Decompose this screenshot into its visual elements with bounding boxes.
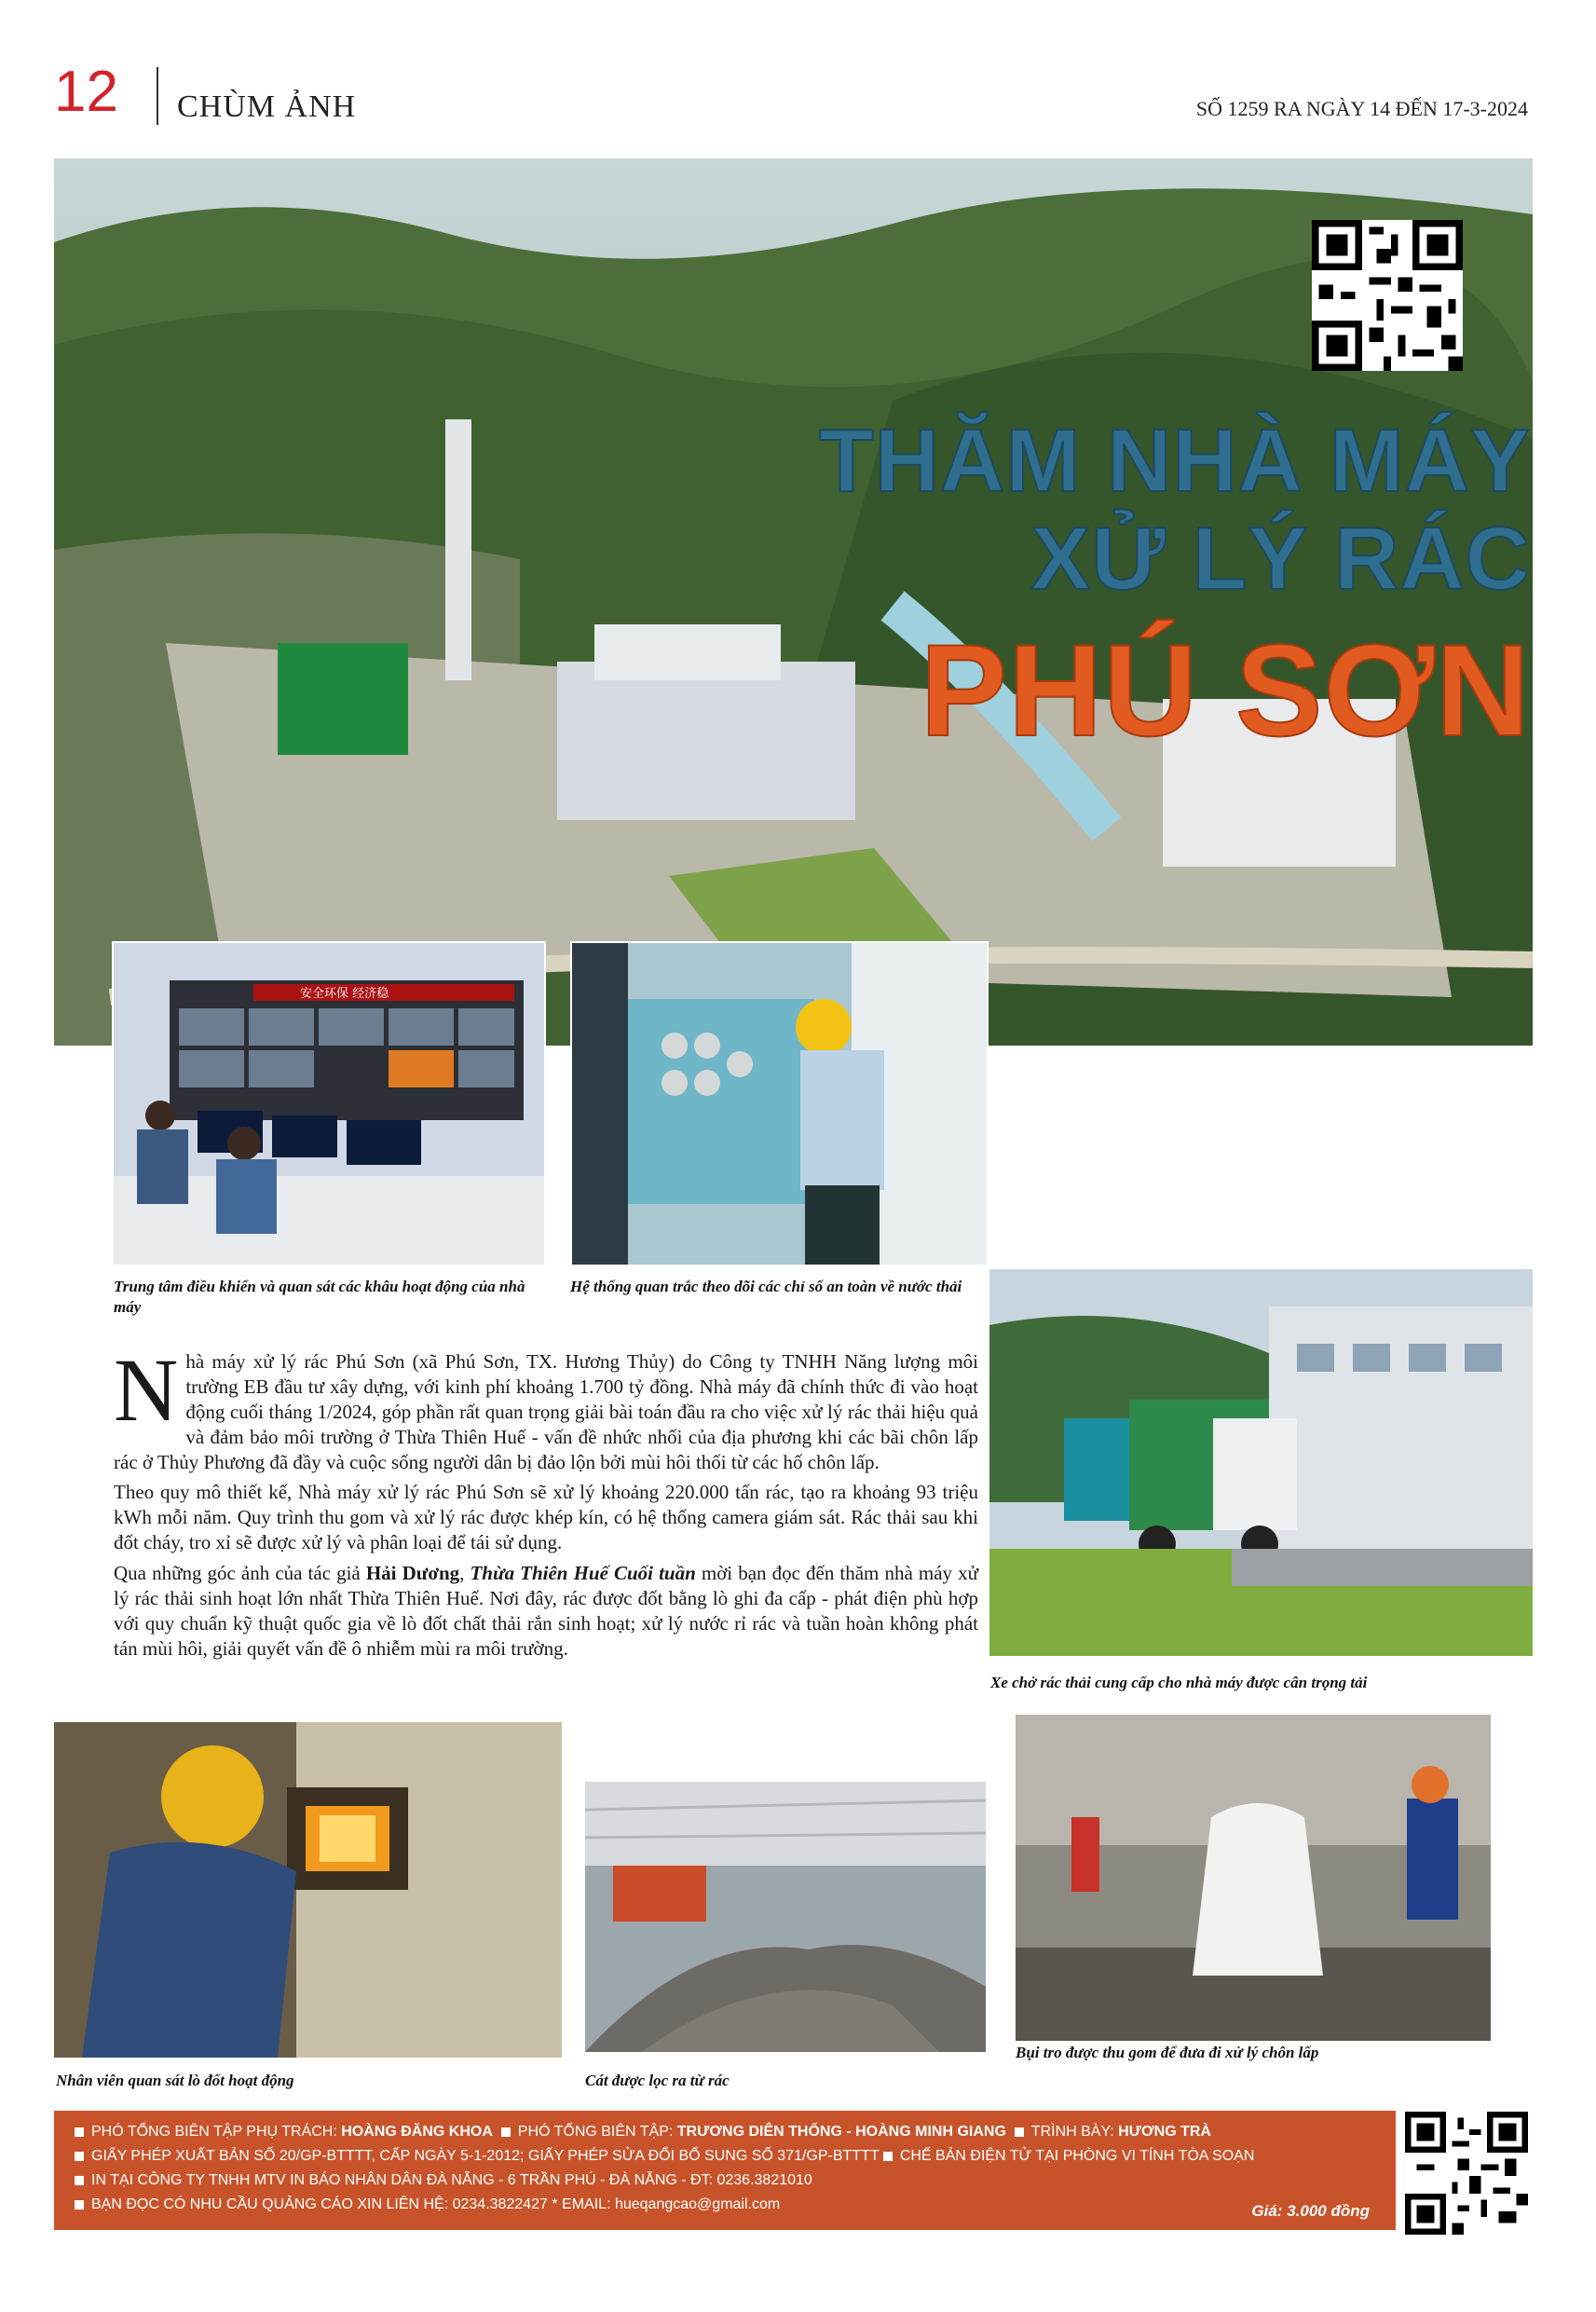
qr-code-bottom — [1405, 2112, 1528, 2235]
p3-intro: Qua những góc ảnh của tác giả — [114, 1562, 366, 1584]
furnace-photo — [54, 1722, 562, 2058]
caption-ash: Bụi tro được thu gom để đưa đi xử lý chôn lấp — [1016, 2044, 1319, 2061]
footer-line-license: GIẤY PHÉP XUẤT BẢN SỐ 20/GP-BTTTT, CẤP NGÀY 5-1-2012; GIẤY PHÉP SỬA ĐỔI BỔ SUNG SỐ 371/GP-BTTTT CHẾ BẢN ĐIỆN TỬ TẠI PHÒNG VI TÍNH TÒA SOẠN — [75, 2148, 1254, 2165]
publication-name: Thừa Thiên Huế Cuối tuần — [470, 1562, 696, 1584]
page-number: 12 — [54, 60, 118, 124]
footer-imprint — [54, 2111, 1396, 2230]
author-name: Hải Dương — [365, 1562, 460, 1584]
header-divider — [157, 67, 158, 125]
sand-photo — [585, 1782, 986, 2052]
price-label: Giá: 3.000 đồng — [1251, 2202, 1370, 2220]
caption-furnace: Nhân viên quan sát lò đốt hoạt động — [56, 2072, 294, 2089]
issue-info: SỐ 1259 RA NGÀY 14 ĐẾN 17-3-2024 — [1195, 97, 1528, 120]
article-paragraph-1 — [114, 1340, 978, 1474]
paragraph-1-text: hà máy xử lý rác Phú Sơn (xã Phú Sơn, TX. Hương Thủy) do Công ty TNHH Năng lượng môi trường EB đầu tư xây dựng, với kinh phí khoảng 1.700 tỷ đồng. Nhà máy đã chính thức đi vào hoạt động cuối tháng 1/2024, góp phần rất quan trọng giải bài toán đầu ra cho việc xử lý rác thải hiệu quả và đảm bảo môi trường ở Thừa Thiên Huế - vấn đề nhức nhối của địa phương khi các bãi chôn lấp rác ở Thủy Phương đã đầy và cuộc sống người dân bị đảo lộn bởi mùi hôi thối từ các hố chôn lấp. — [114, 1350, 978, 1473]
control-room-photo — [112, 941, 546, 1266]
p3-rest: mời bạn đọc đến thăm nhà máy xử lý rác thải sinh hoạt lớn nhất Thừa Thiên Huế. Nơi đây, rác được đốt bằng lò ghi đa cấp - phát điện phù hợp với quy chuẩn kỹ thuật quốc gia về lò đốt chất thải rắn sinh hoạt; xử lý nước rỉ rác và tuần hoàn không phát tán mùi hôi, giải quyết vấn đề ô nhiễm mùi ra môi trường. — [114, 1562, 978, 1660]
article-body — [114, 1340, 978, 1667]
article-paragraph-3 — [114, 1561, 978, 1662]
footer-line-printer: IN TẠI CÔNG TY TNHH MTV IN BÁO NHÂN DÂN ĐÀ NẴNG - 6 TRẦN PHÚ - ĐÀ NẴNG - ĐT: 0236.3821010 — [75, 2172, 812, 2189]
footer-line-staff: PHÓ TỔNG BIÊN TẬP PHỤ TRÁCH: HOÀNG ĐĂNG KHOA PHÓ TỔNG BIÊN TẬP: TRƯƠNG DIÊN THỐNG - HOÀNG MINH GIANG TRÌNH BÀY: HƯƠNG TRÀ — [75, 2124, 1211, 2141]
headline-line-3: PHÚ SƠN — [920, 617, 1531, 763]
control-banner-text: 安全环保 经济稳 — [300, 987, 389, 1001]
monitoring-system-photo — [570, 941, 989, 1266]
qr-code-top — [1312, 220, 1463, 371]
headline-line-1: THĂM NHÀ MÁY — [819, 411, 1531, 511]
drop-cap: N — [114, 1340, 179, 1440]
footer-line-contact: BẠN ĐỌC CÓ NHU CẦU QUẢNG CÁO XIN LIÊN HỆ: 0234.3822427 * EMAIL: hueqangcao@gmail.com — [75, 2196, 780, 2213]
p3-comma: , — [459, 1562, 471, 1584]
caption-control-room: Trung tâm điều khiển và quan sát các khâu hoạt động của nhà máy — [114, 1278, 525, 1317]
garbage-truck-photo — [989, 1269, 1533, 1656]
ash-collection-photo — [1016, 1715, 1491, 2041]
caption-truck: Xe chở rác thải cung cấp cho nhà máy được cân trọng tải — [990, 1674, 1368, 1691]
caption-sand: Cát được lọc ra từ rác — [585, 2072, 730, 2089]
headline-line-2: XỬ LÝ RÁC — [1030, 509, 1531, 609]
section-name: CHÙM ẢNH — [177, 89, 357, 124]
caption-monitoring: Hệ thống quan trắc theo dõi các chỉ số an toàn về nước thải — [570, 1278, 962, 1295]
article-paragraph-2: Theo quy mô thiết kế, Nhà máy xử lý rác Phú Sơn sẽ xử lý khoảng 220.000 tấn rác, tạo ra khoảng 93 triệu kWh mỗi năm. Quy trình thu gom và xử lý rác được khép kín, có hệ thống camera giám sát. Rác thải sau khi đốt cháy, tro xỉ sẽ được xử lý và phân loại để tái sử dụng. — [114, 1481, 978, 1554]
